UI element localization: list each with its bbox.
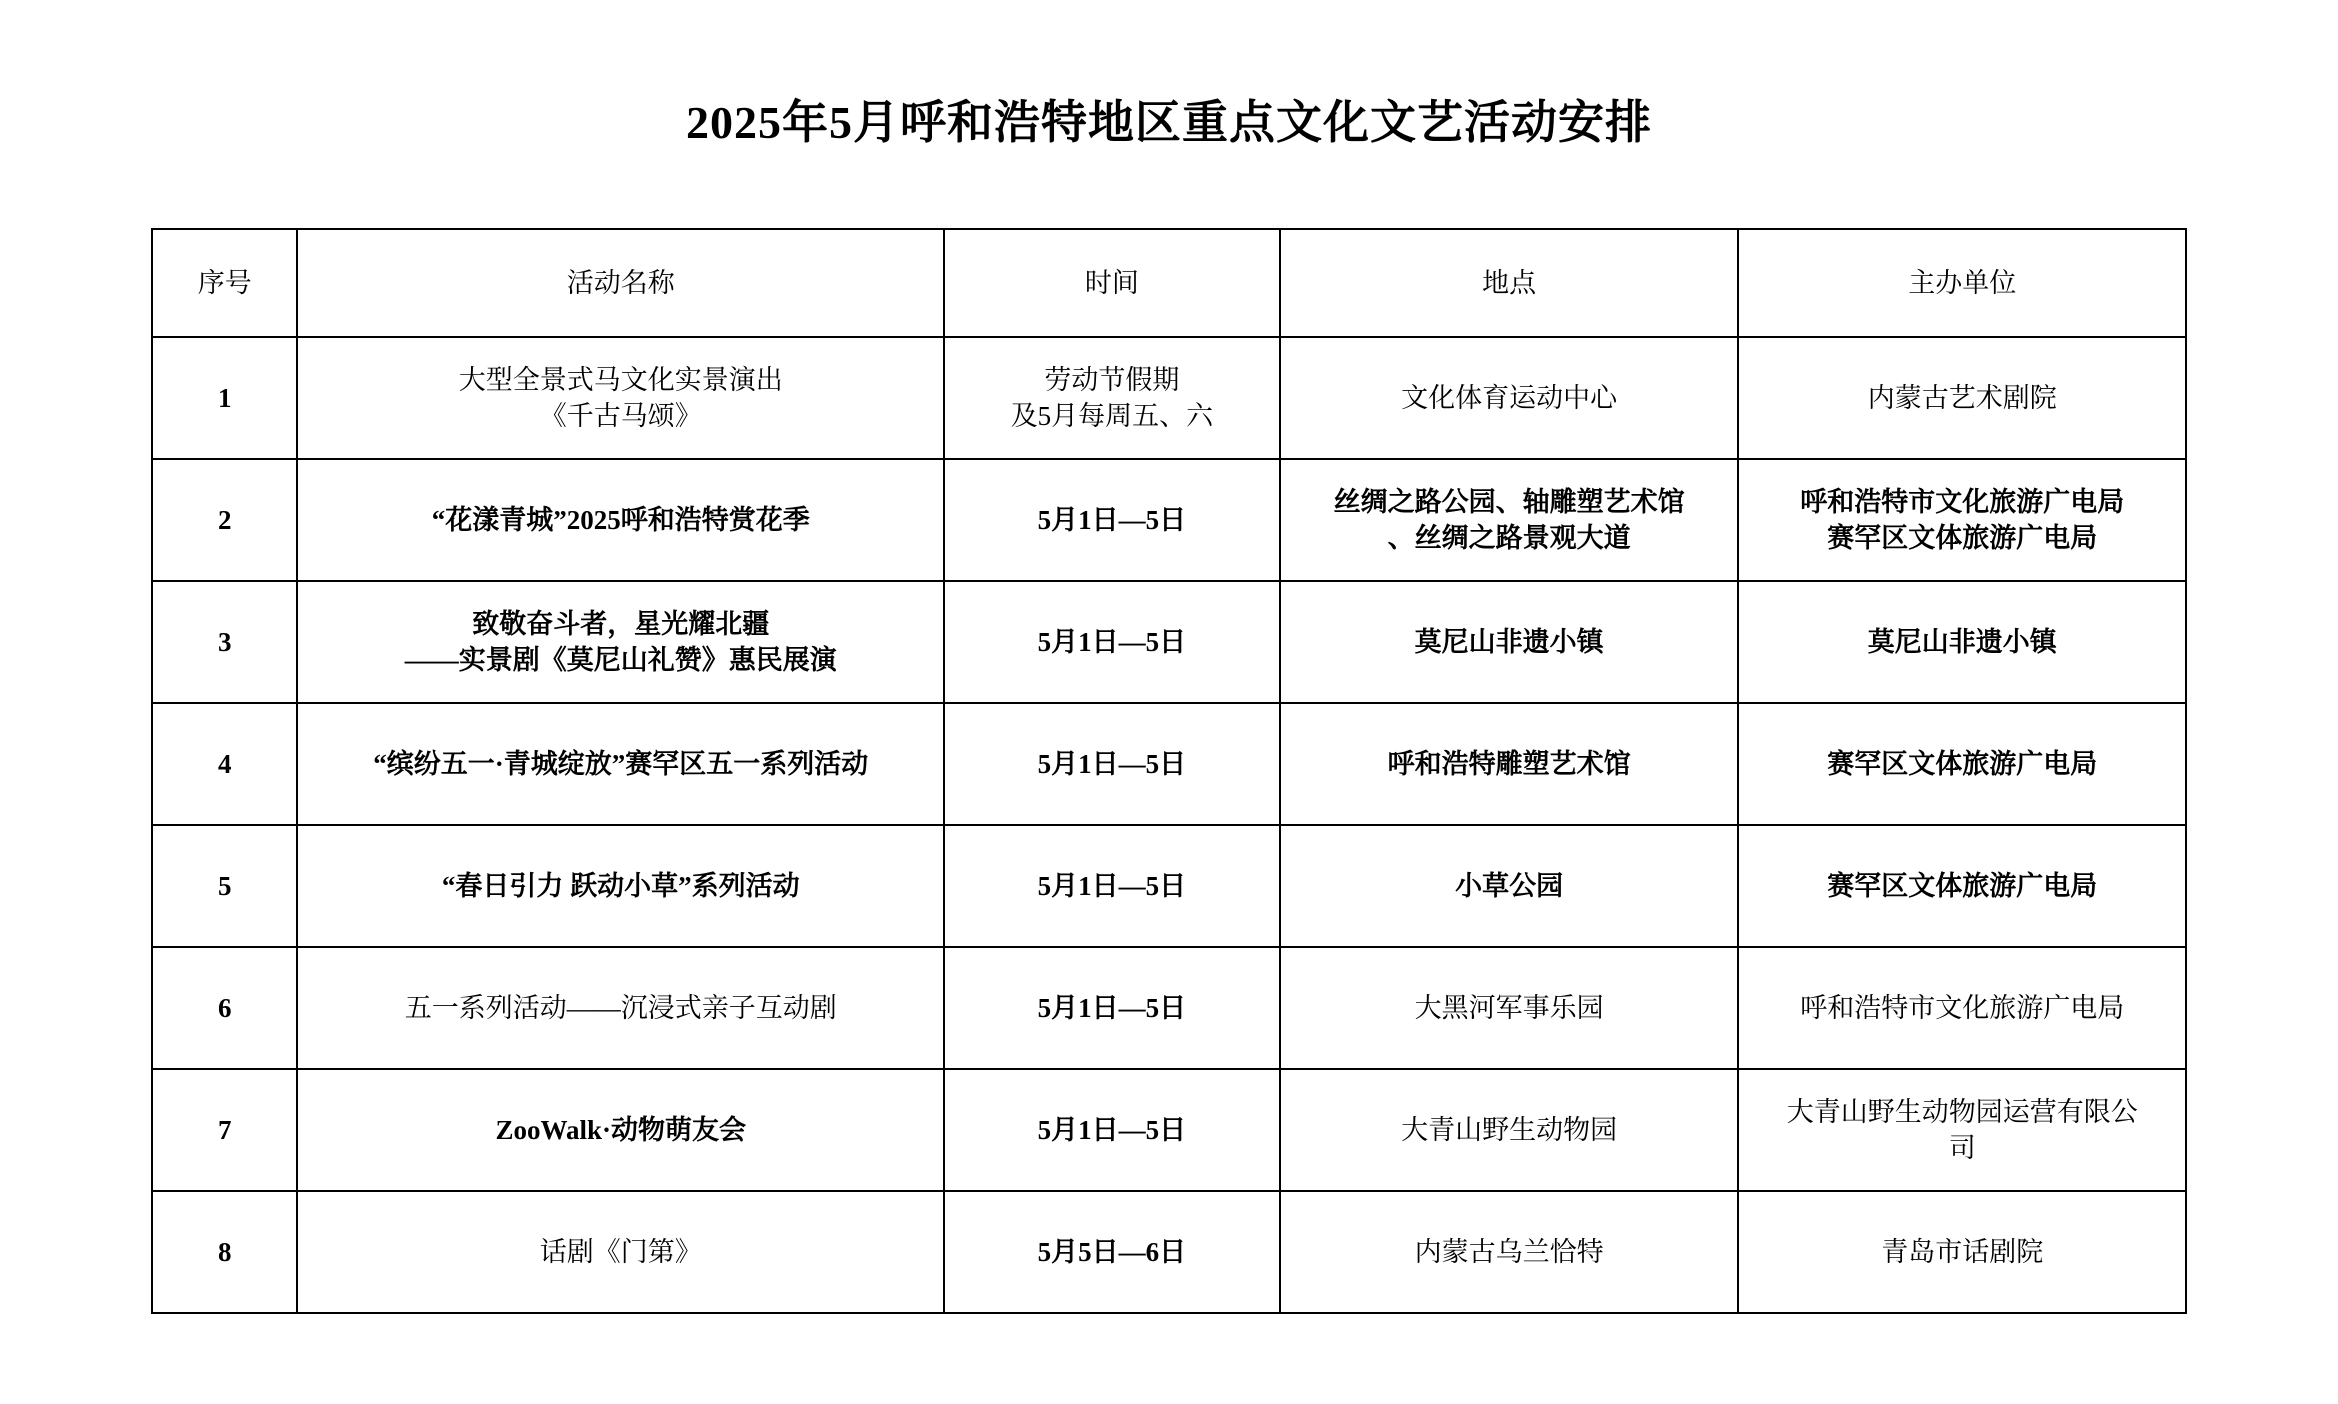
cell-text-line: 文化体育运动中心	[1401, 382, 1618, 413]
cell-text-line: 内蒙古艺术剧院	[1867, 382, 2057, 413]
cell-time	[944, 825, 1280, 947]
cell-text-line: “花漾青城”2025呼和浩特赏花季	[431, 504, 810, 535]
table-row	[152, 1191, 2186, 1313]
cell-text-line: ZooWalk·动物萌友会	[495, 1114, 747, 1145]
cell-text-line: ——实景剧《莫尼山礼赞》惠民展演	[404, 645, 837, 676]
cell-text-line: 司	[1948, 1133, 1976, 1164]
cell-activity-name	[297, 1191, 944, 1313]
cell-text-line: 、丝绸之路景观大道	[1387, 523, 1631, 554]
cell-no: 8	[152, 1191, 297, 1313]
cell-text-line: 劳动节假期	[1044, 364, 1180, 395]
cell-place	[1280, 337, 1739, 459]
cell-text-line: 内蒙古乌兰恰特	[1414, 1236, 1604, 1267]
document-page	[0, 95, 2338, 1404]
column-header-organizer: 主办单位	[1738, 229, 2186, 337]
cell-text-line: 莫尼山非遗小镇	[1414, 626, 1604, 657]
table-row	[152, 337, 2186, 459]
activity-schedule-table	[151, 228, 2187, 1314]
table-row	[152, 1069, 2186, 1191]
cell-text-line: 赛罕区文体旅游广电局	[1827, 523, 2098, 554]
cell-text-line: “春日引力 跃动小草”系列活动	[441, 870, 800, 901]
cell-place	[1280, 825, 1739, 947]
cell-activity-name	[297, 581, 944, 703]
cell-text-line: 小草公园	[1455, 870, 1564, 901]
cell-place	[1280, 1191, 1739, 1313]
cell-text-line: 5月1日—5日	[1037, 992, 1187, 1023]
cell-organizer	[1738, 947, 2186, 1069]
cell-text-line: 赛罕区文体旅游广电局	[1827, 748, 2098, 779]
cell-place	[1280, 1069, 1739, 1191]
table-row	[152, 825, 2186, 947]
cell-activity-name	[297, 825, 944, 947]
cell-text-line: 大型全景式马文化实景演出	[458, 364, 783, 395]
cell-time	[944, 703, 1280, 825]
cell-activity-name	[297, 947, 944, 1069]
table-header	[152, 229, 2186, 337]
cell-text-line: 呼和浩特雕塑艺术馆	[1387, 748, 1631, 779]
cell-time	[944, 1069, 1280, 1191]
cell-text-line: 丝绸之路公园、轴雕塑艺术馆	[1333, 486, 1685, 517]
table-header-row	[152, 229, 2186, 337]
table-row	[152, 947, 2186, 1069]
cell-place	[1280, 703, 1739, 825]
table-body	[152, 337, 2186, 1313]
cell-text-line: 5月1日—5日	[1037, 1114, 1187, 1145]
cell-place	[1280, 459, 1739, 581]
cell-text-line: “缤纷五一·青城绽放”赛罕区五一系列活动	[373, 748, 869, 779]
cell-organizer	[1738, 1069, 2186, 1191]
cell-text-line: 《千古马颂》	[539, 401, 702, 432]
cell-no: 7	[152, 1069, 297, 1191]
cell-text-line: 青岛市话剧院	[1881, 1236, 2044, 1267]
cell-text-line: 5月1日—5日	[1037, 870, 1187, 901]
cell-activity-name	[297, 703, 944, 825]
cell-text-line: 呼和浩特市文化旅游广电局	[1800, 992, 2125, 1023]
cell-time	[944, 459, 1280, 581]
cell-text-line: 致敬奋斗者，星光耀北疆	[472, 608, 770, 639]
cell-organizer	[1738, 581, 2186, 703]
cell-activity-name	[297, 1069, 944, 1191]
cell-place	[1280, 947, 1739, 1069]
column-header-no: 序号	[152, 229, 297, 337]
cell-text-line: 赛罕区文体旅游广电局	[1827, 870, 2098, 901]
cell-organizer	[1738, 337, 2186, 459]
table-row	[152, 581, 2186, 703]
cell-activity-name	[297, 337, 944, 459]
cell-text-line: 5月5日—6日	[1037, 1236, 1187, 1267]
cell-text-line: 大青山野生动物园	[1401, 1114, 1618, 1145]
cell-no: 2	[152, 459, 297, 581]
cell-organizer	[1738, 459, 2186, 581]
cell-text-line: 5月1日—5日	[1037, 748, 1187, 779]
page-title: 2025年5月呼和浩特地区重点文化文艺活动安排	[686, 97, 1652, 148]
cell-no: 1	[152, 337, 297, 459]
schedule-table-container	[151, 228, 2187, 1314]
cell-text-line: 大青山野生动物园运营有限公	[1786, 1096, 2138, 1127]
cell-no: 5	[152, 825, 297, 947]
cell-text-line: 5月1日—5日	[1037, 504, 1187, 535]
cell-text-line: 呼和浩特市文化旅游广电局	[1800, 486, 2125, 517]
cell-no: 4	[152, 703, 297, 825]
cell-text-line: 话剧《门第》	[539, 1236, 702, 1267]
cell-text-line: 及5月每周五、六	[1010, 401, 1214, 432]
column-header-name: 活动名称	[297, 229, 944, 337]
cell-organizer	[1738, 1191, 2186, 1313]
cell-place	[1280, 581, 1739, 703]
column-header-time: 时间	[944, 229, 1280, 337]
cell-time	[944, 337, 1280, 459]
cell-no: 3	[152, 581, 297, 703]
cell-text-line: 莫尼山非遗小镇	[1867, 626, 2057, 657]
cell-text-line: 大黑河军事乐园	[1414, 992, 1604, 1023]
cell-time	[944, 947, 1280, 1069]
cell-time	[944, 581, 1280, 703]
cell-text-line: 五一系列活动——沉浸式亲子互动剧	[404, 992, 837, 1023]
table-row	[152, 703, 2186, 825]
cell-organizer	[1738, 703, 2186, 825]
column-header-place: 地点	[1280, 229, 1739, 337]
table-row	[152, 459, 2186, 581]
cell-organizer	[1738, 825, 2186, 947]
cell-no: 6	[152, 947, 297, 1069]
cell-time	[944, 1191, 1280, 1313]
cell-text-line: 5月1日—5日	[1037, 626, 1187, 657]
cell-activity-name	[297, 459, 944, 581]
